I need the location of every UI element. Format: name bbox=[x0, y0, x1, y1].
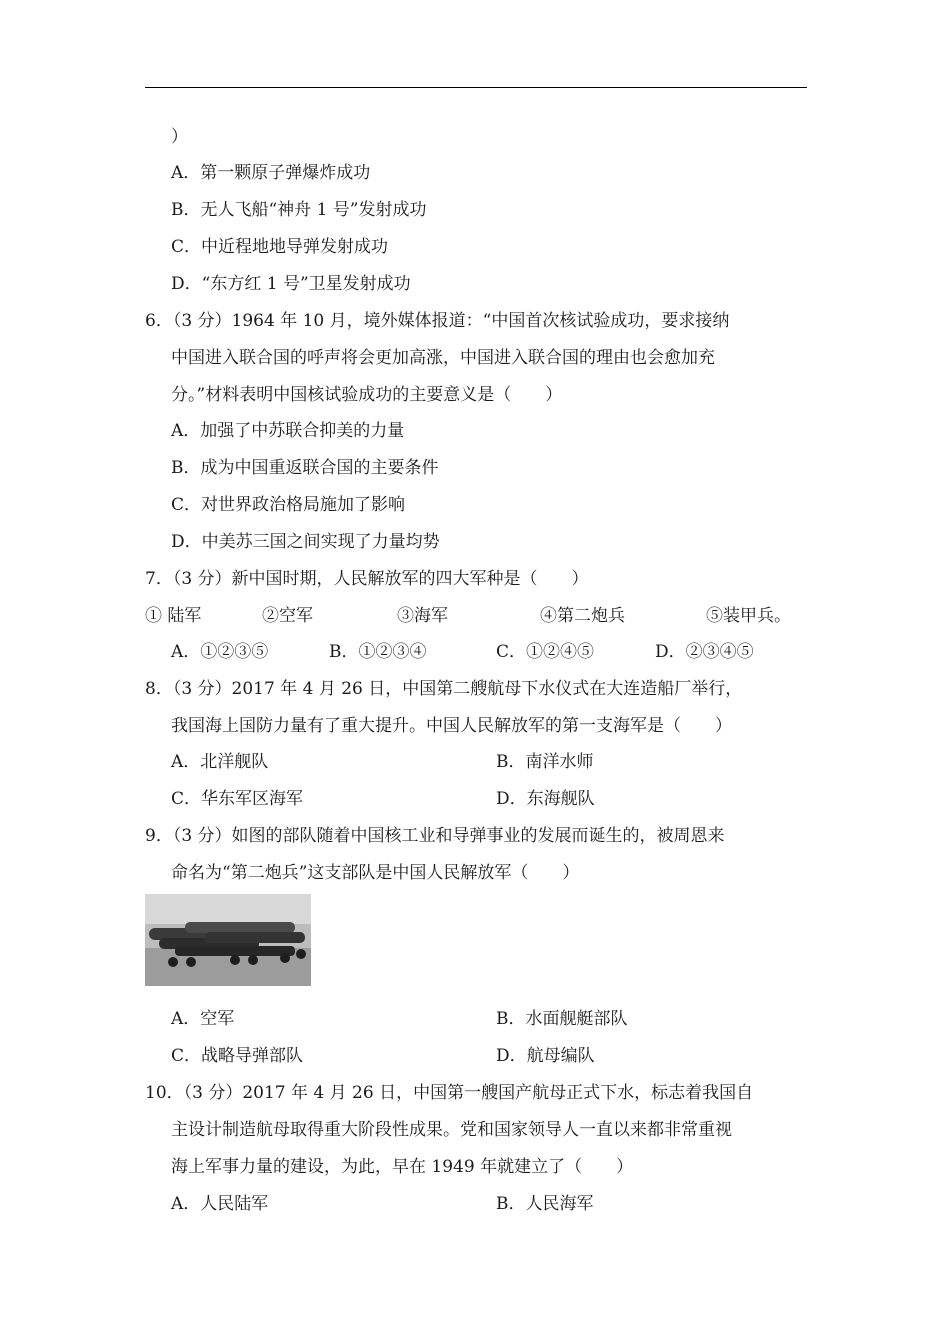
missile-troops-photo bbox=[145, 894, 311, 986]
q10-stem-line-1: 10．（3 分）2017 年 4 月 26 日，中国第一艘国产航母正式下水，标志着我国自 bbox=[145, 1083, 754, 1103]
q8-option-c[interactable]: C．华东军区海军 bbox=[171, 789, 304, 809]
q8-option-d[interactable]: D．东海舰队 bbox=[496, 789, 595, 809]
q9-stem-line-1: 9．（3 分）如图的部队随着中国核工业和导弹事业的发展而诞生的，被周恩来 bbox=[145, 826, 725, 846]
q6-stem-line-1: 6．（3 分）1964 年 10 月，境外媒体报道：“中国首次核试验成功，要求接纳 bbox=[145, 311, 730, 331]
q6-option-a[interactable]: A．加强了中苏联合抑美的力量 bbox=[171, 421, 405, 441]
q7-stem: 7．（3 分）新中国时期，人民解放军的四大军种是（ ） bbox=[145, 569, 589, 589]
q10-stem-line-3: 海上军事力量的建设，为此，早在 1949 年就建立了（ ） bbox=[171, 1157, 634, 1177]
q9-option-a[interactable]: A．空军 bbox=[171, 1009, 235, 1029]
q7-item-5: ⑤装甲兵。 bbox=[706, 606, 791, 626]
q8-stem-line-1: 8．（3 分）2017 年 4 月 26 日，中国第二艘航母下水仪式在大连造船厂举行， bbox=[145, 679, 743, 699]
q7-item-1: ① 陆军 bbox=[145, 606, 202, 626]
q10-stem-line-2: 主设计制造航母取得重大阶段性成果。党和国家领导人一直以来都非常重视 bbox=[171, 1120, 732, 1140]
q9-stem-line-2: 命名为“第二炮兵”这支部队是中国人民解放军（ ） bbox=[171, 863, 580, 883]
header-rule bbox=[145, 87, 807, 88]
prev-option-a[interactable]: A．第一颗原子弹爆炸成功 bbox=[171, 163, 371, 183]
q7-item-2: ②空军 bbox=[262, 606, 313, 626]
q9-option-d[interactable]: D．航母编队 bbox=[496, 1046, 595, 1066]
q7-item-3: ③海军 bbox=[397, 606, 448, 626]
q9-option-c[interactable]: C．战略导弹部队 bbox=[171, 1046, 304, 1066]
q7-option-a[interactable]: A．①②③⑤ bbox=[171, 642, 269, 662]
q9-option-b[interactable]: B．水面舰艇部队 bbox=[496, 1009, 628, 1029]
q6-stem-line-2: 中国进入联合国的呼声将会更加高涨，中国进入联合国的理由也会愈加充 bbox=[171, 348, 715, 368]
q6-option-b[interactable]: B．成为中国重返联合国的主要条件 bbox=[171, 458, 439, 478]
q6-option-c[interactable]: C．对世界政治格局施加了影响 bbox=[171, 495, 406, 515]
q10-option-a[interactable]: A．人民陆军 bbox=[171, 1194, 269, 1214]
q6-stem-line-3: 分。”材料表明中国核试验成功的主要意义是（ ） bbox=[171, 385, 563, 405]
prev-question-tail: ） bbox=[171, 127, 188, 147]
q7-option-d[interactable]: D．②③④⑤ bbox=[655, 642, 754, 662]
q8-option-a[interactable]: A．北洋舰队 bbox=[171, 752, 269, 772]
prev-option-b[interactable]: B．无人飞船“神舟 1 号”发射成功 bbox=[171, 200, 427, 220]
missile-launchers-illustration bbox=[145, 894, 311, 986]
q7-option-b[interactable]: B．①②③④ bbox=[329, 642, 427, 662]
q6-option-d[interactable]: D．中美苏三国之间实现了力量均势 bbox=[171, 532, 440, 552]
q8-option-b[interactable]: B．南洋水师 bbox=[496, 752, 594, 772]
prev-option-c[interactable]: C．中近程地地导弹发射成功 bbox=[171, 237, 389, 257]
q7-item-4: ④第二炮兵 bbox=[540, 606, 625, 626]
prev-option-d[interactable]: D．“东方红 1 号”卫星发射成功 bbox=[171, 274, 411, 294]
q7-option-c[interactable]: C．①②④⑤ bbox=[496, 642, 595, 662]
q10-option-b[interactable]: B．人民海军 bbox=[496, 1194, 594, 1214]
q8-stem-line-2: 我国海上国防力量有了重大提升。中国人民解放军的第一支海军是（ ） bbox=[171, 716, 732, 736]
